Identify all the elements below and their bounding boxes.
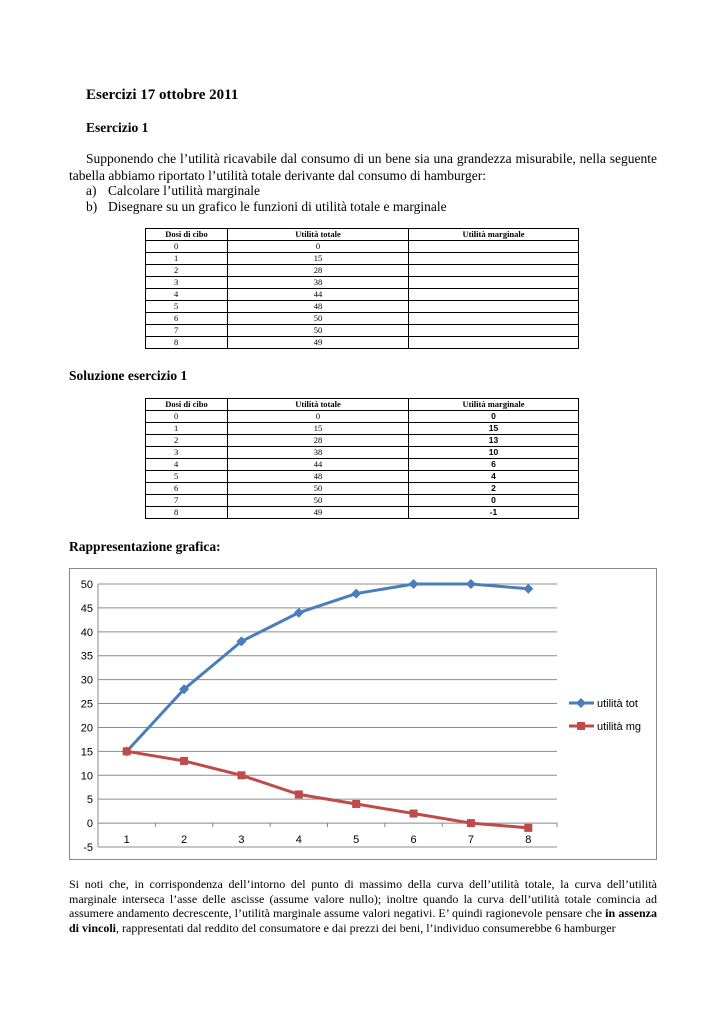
legend-marker-square: [577, 722, 585, 730]
table-row: [146, 289, 579, 301]
data-point-diamond: [294, 608, 304, 618]
table-cell: 44: [228, 289, 409, 301]
table-cell: 28: [228, 435, 409, 447]
task-list: [69, 183, 447, 215]
page-title: Esercizi 17 ottobre 2011: [86, 87, 239, 103]
exercise-heading: Esercizio 1: [86, 120, 149, 135]
table-cell: 0: [146, 411, 228, 423]
note-text: , rappresentati dal reddito del consumatore e dai prezzi dei beni, l’individuo consumerebbe 6 hamburger: [116, 921, 616, 936]
data-point-square: [524, 824, 532, 832]
task-item: [86, 199, 447, 215]
table-cell: 6: [146, 313, 228, 325]
note-text: Si noti che, in corrispondenza dell’intorno del punto di massimo della curva dell’utilità totale, la curva dell’utilità marginale interseca l’asse delle ascisse (assume valore nullo); inoltre quando la curva dell’utilità totale comincia ad assumere andamento decrescente, l’utilità marginale assume valori negativi. E’ quindi ragionevole pensare che: [69, 877, 657, 921]
y-tick-label: 30: [80, 674, 93, 687]
table-cell: 1: [146, 253, 228, 265]
table-cell: 8: [146, 507, 228, 519]
table-row: [146, 325, 579, 337]
table-header: Utilità totale: [228, 399, 409, 411]
table-cell: [409, 301, 579, 313]
y-tick-label: 45: [80, 602, 93, 615]
legend-label: utilità mg: [597, 721, 642, 733]
table-cell: [409, 313, 579, 325]
y-tick-label: 15: [80, 746, 93, 759]
table-cell: 50: [228, 313, 409, 325]
table-cell: 0: [228, 411, 409, 423]
table-cell: [409, 253, 579, 265]
y-tick-label: 25: [80, 698, 93, 711]
table-cell: 49: [228, 337, 409, 349]
table-cell: 4: [409, 471, 579, 483]
table-cell: [409, 277, 579, 289]
table-cell: 5: [146, 301, 228, 313]
x-tick-label: 2: [181, 834, 188, 847]
data-point-square: [180, 757, 188, 765]
table-row: [146, 447, 579, 459]
table-cell: [409, 337, 579, 349]
table-row: [146, 301, 579, 313]
x-tick-label: 1: [123, 834, 130, 847]
table-row: [146, 483, 579, 495]
table-header: Utilità totale: [228, 229, 409, 241]
data-point-diamond: [466, 579, 476, 589]
solution-heading: Soluzione esercizio 1: [69, 368, 188, 383]
data-point-square: [467, 819, 475, 827]
table-cell: 44: [228, 459, 409, 471]
table-cell: 6: [409, 459, 579, 471]
y-tick-label: 20: [80, 722, 93, 735]
table-header: Dosi di cibo: [146, 229, 228, 241]
table-cell: [409, 289, 579, 301]
task-letter: b): [86, 199, 98, 214]
data-point-square: [295, 790, 303, 798]
table-cell: -1: [409, 507, 579, 519]
task-letter: a): [86, 183, 97, 198]
y-tick-label: -5: [83, 842, 93, 854]
task-text: Disegnare su un grafico le funzioni di utilità totale e marginale: [108, 199, 447, 214]
chart-frame: [69, 568, 657, 860]
table-cell: 6: [146, 483, 228, 495]
table-body: [146, 411, 579, 519]
graph-heading: Rappresentazione grafica:: [69, 539, 221, 554]
table-row: [146, 265, 579, 277]
table-header-row: [146, 399, 579, 411]
table-cell: 1: [146, 423, 228, 435]
table-cell: 15: [409, 423, 579, 435]
table-cell: 13: [409, 435, 579, 447]
table-cell: 15: [228, 423, 409, 435]
table-header: Utilità marginale: [409, 229, 579, 241]
x-tick-label: 6: [410, 834, 417, 847]
table-row: [146, 471, 579, 483]
table-cell: 0: [146, 241, 228, 253]
intro-paragraph: Supponendo che l’utilità ricavabile dal consumo di un bene sia una grandezza misurabile, nella seguente tabella abbiamo riportato l’utilità totale derivante dal consumo di hamburger:: [69, 151, 657, 183]
table-header: Dosi di cibo: [146, 399, 228, 411]
table-cell: 4: [146, 289, 228, 301]
x-tick-label: 8: [525, 834, 532, 847]
table-cell: 0: [409, 495, 579, 507]
table-row: [146, 411, 579, 423]
table-row: [146, 277, 579, 289]
table-cell: [409, 265, 579, 277]
table-cell: 28: [228, 265, 409, 277]
table-row: [146, 253, 579, 265]
data-point-square: [410, 810, 418, 818]
table-cell: 3: [146, 447, 228, 459]
table-cell: 38: [228, 447, 409, 459]
table-cell: 7: [146, 325, 228, 337]
y-tick-label: 40: [80, 626, 93, 639]
table-row: [146, 435, 579, 447]
utility-table: [145, 228, 579, 349]
table-cell: 4: [146, 459, 228, 471]
note-emphasis: in assenza di vincoli: [69, 906, 657, 936]
table-row: [146, 337, 579, 349]
x-tick-label: 3: [238, 834, 245, 847]
table-cell: 48: [228, 471, 409, 483]
y-tick-label: 0: [86, 818, 93, 831]
conclusion-note: [69, 877, 657, 936]
data-point-diamond: [523, 584, 533, 594]
table-cell: 50: [228, 325, 409, 337]
table-header-row: [146, 229, 579, 241]
x-tick-label: 4: [295, 834, 302, 847]
data-point-square: [123, 747, 131, 755]
table-row: [146, 313, 579, 325]
table-cell: 3: [146, 277, 228, 289]
table-row: [146, 495, 579, 507]
table-cell: 49: [228, 507, 409, 519]
table-cell: 10: [409, 447, 579, 459]
table-cell: 38: [228, 277, 409, 289]
table-cell: 2: [409, 483, 579, 495]
table-cell: 5: [146, 471, 228, 483]
legend-label: utilità tot: [597, 698, 638, 710]
solution-table: [145, 398, 579, 519]
x-tick-label: 7: [467, 834, 474, 847]
table-cell: [409, 241, 579, 253]
data-point-diamond: [409, 579, 419, 589]
table-cell: 15: [228, 253, 409, 265]
table-cell: [409, 325, 579, 337]
data-point-square: [237, 771, 245, 779]
data-point-diamond: [351, 589, 361, 599]
table-cell: 7: [146, 495, 228, 507]
table-cell: 50: [228, 495, 409, 507]
x-tick-label: 5: [353, 834, 360, 847]
legend-marker-diamond: [576, 698, 586, 708]
y-tick-label: 35: [80, 650, 93, 663]
table-cell: 48: [228, 301, 409, 313]
table-header: Utilità marginale: [409, 399, 579, 411]
table-cell: 2: [146, 265, 228, 277]
table-row: [146, 507, 579, 519]
table-cell: 0: [228, 241, 409, 253]
data-point-square: [352, 800, 360, 808]
table-cell: 8: [146, 337, 228, 349]
table-row: [146, 459, 579, 471]
y-tick-label: 5: [86, 794, 93, 807]
table-cell: 2: [146, 435, 228, 447]
table-cell: 0: [409, 411, 579, 423]
table-row: [146, 241, 579, 253]
task-text: Calcolare l’utilità marginale: [108, 183, 260, 198]
y-tick-label: 50: [80, 579, 93, 591]
y-tick-label: 10: [80, 770, 93, 783]
utility-chart: [70, 569, 656, 859]
table-body: [146, 241, 579, 349]
table-row: [146, 423, 579, 435]
task-item: [86, 183, 447, 199]
table-cell: 50: [228, 483, 409, 495]
series-line-utilita-tot: [127, 584, 529, 751]
